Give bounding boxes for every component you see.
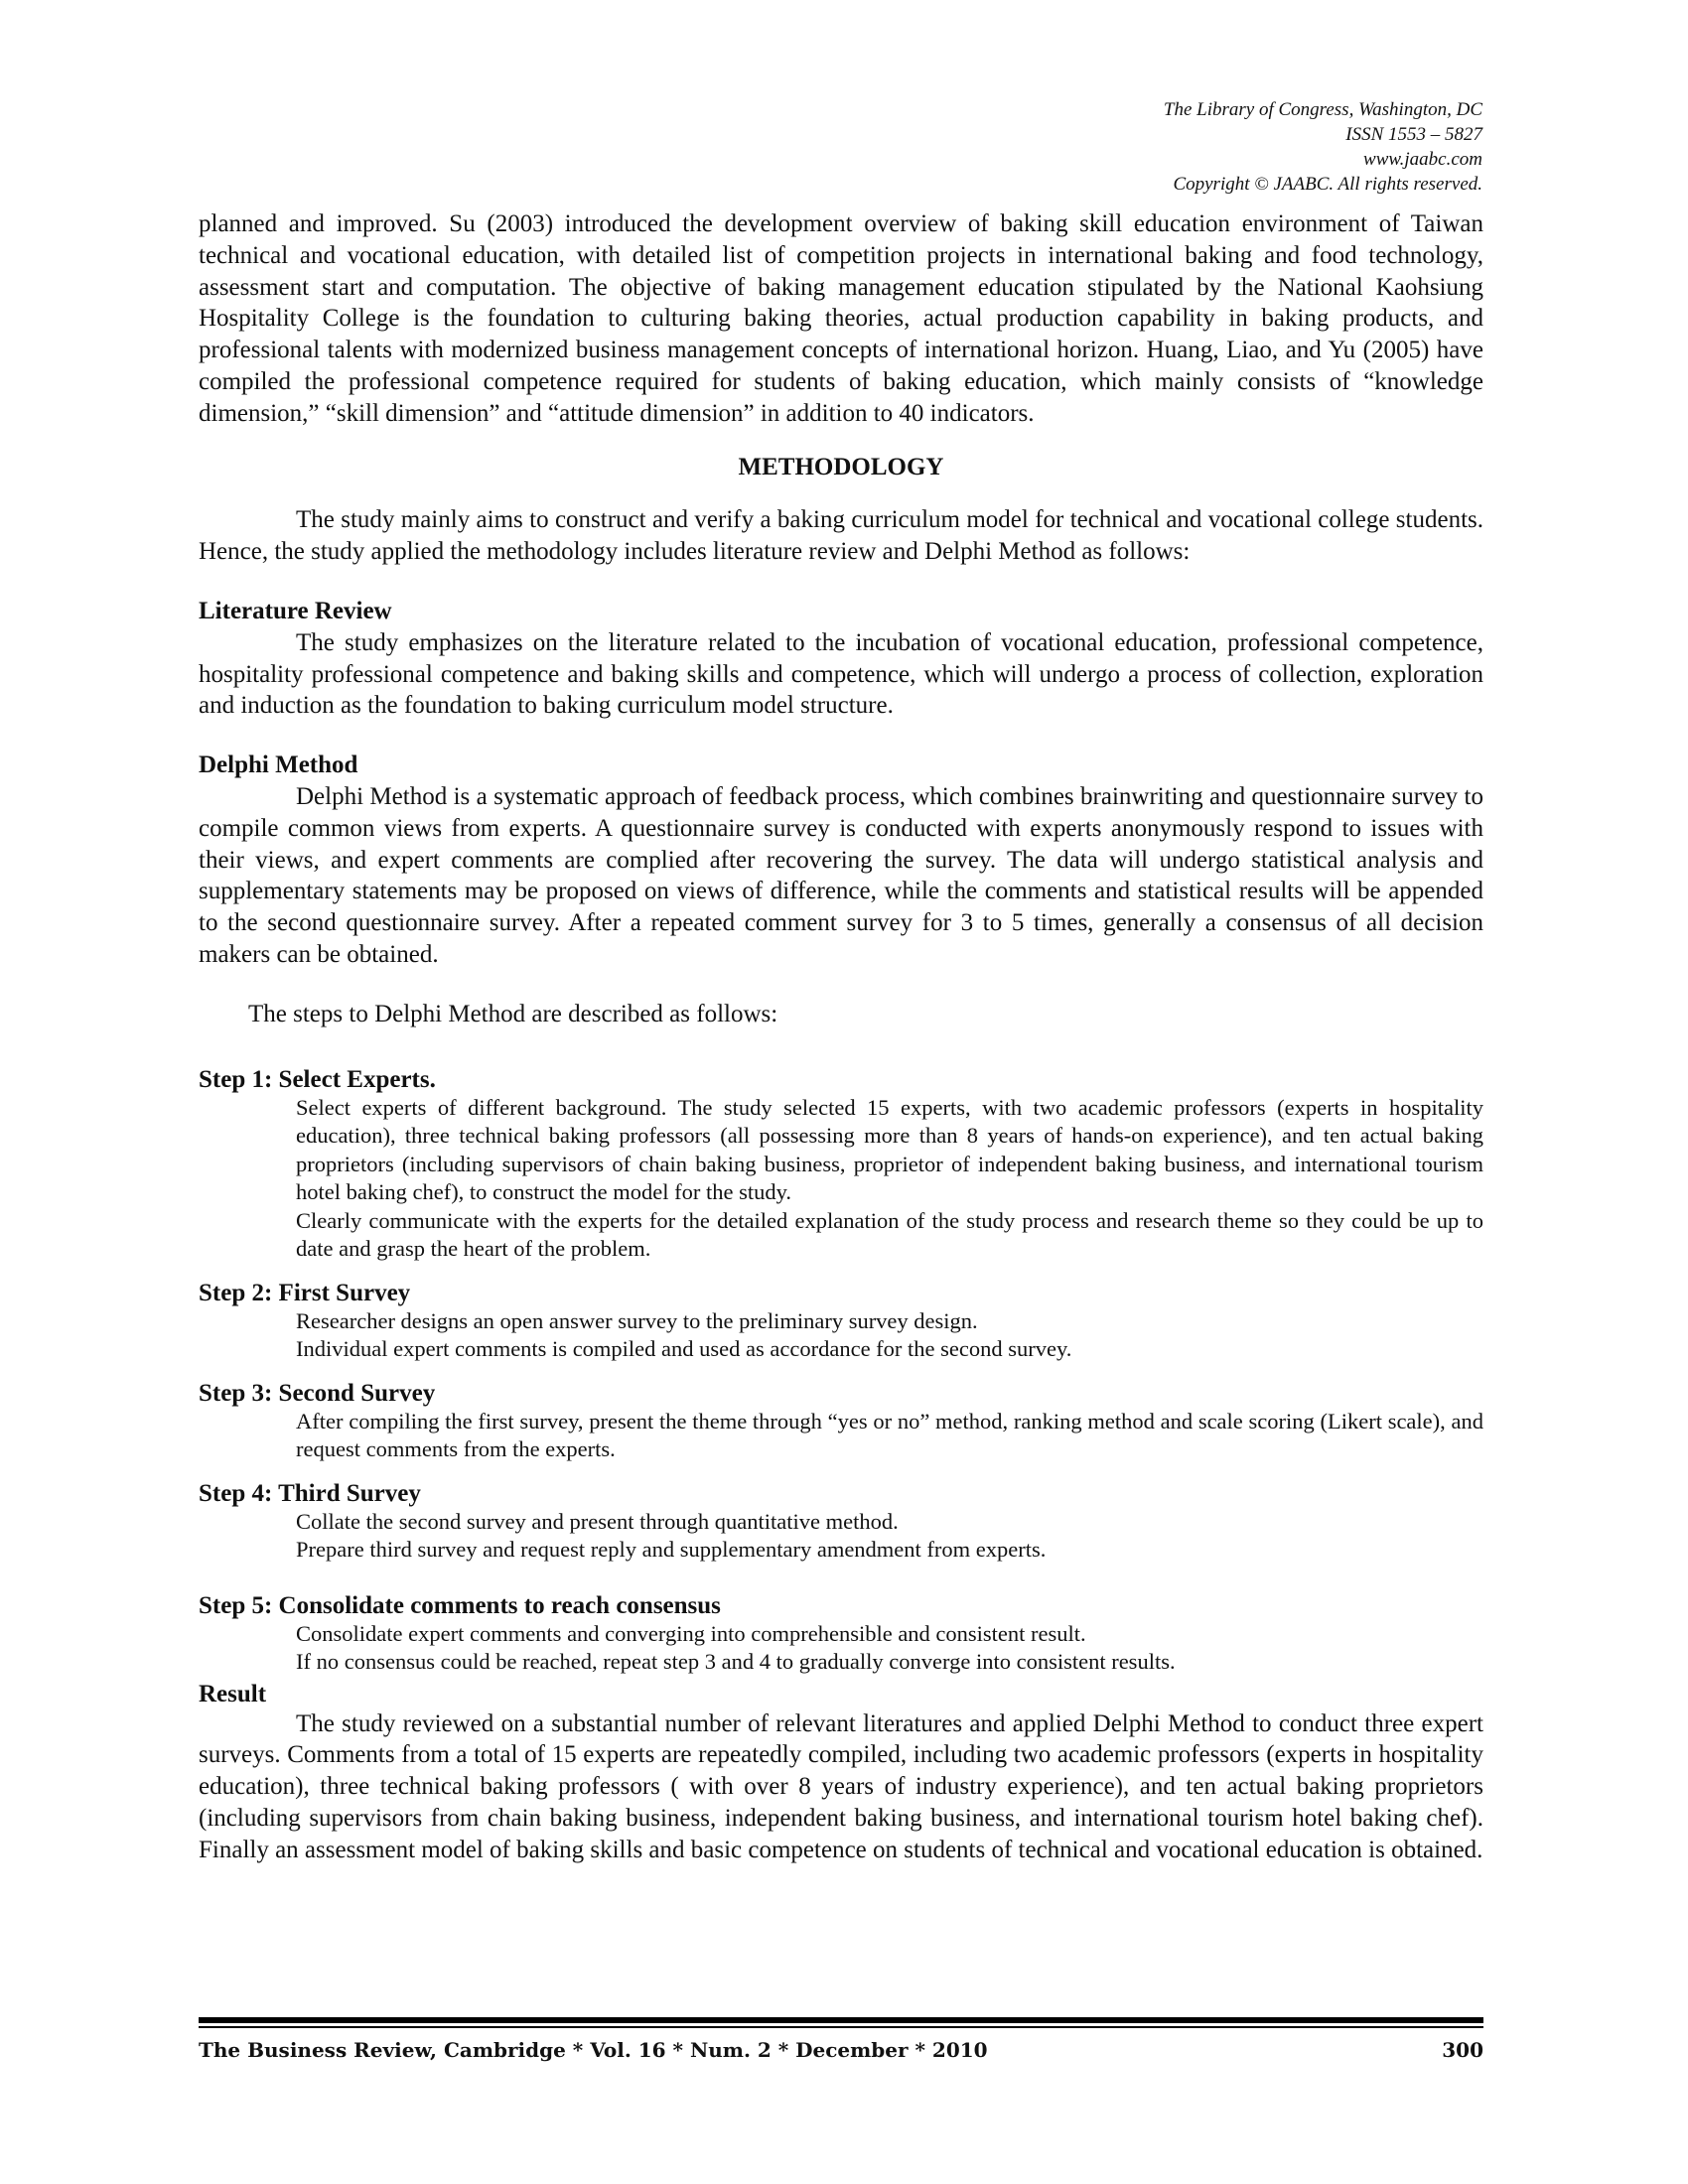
step-4-body xyxy=(296,1508,1483,1565)
literature-review-paragraph: The study emphasizes on the literature related to the incubation of vocational education, professional competence, hospitality professional competence and baking skills and competence, which will undergo a process of collection, exploration and induction as the foundation to baking curriculum model structure. xyxy=(199,628,1483,720)
step-2-body xyxy=(296,1307,1483,1364)
step-1-line-1: Select experts of different background. The study selected 15 experts, with two academic professors (experts in hospitality education), three technical baking professors (all possessing more than 8 years of hands-on experience), and ten actual baking proprietors (including supervisors of chain baking business, proprietor of independent baking business, and international tourism hotel baking chef), to construct the model for the study. xyxy=(296,1094,1483,1205)
header-issn: ISSN 1553 – 5827 xyxy=(1345,124,1482,145)
step-3-title: Step 3: Second Survey xyxy=(199,1379,436,1407)
footer-rule-thick xyxy=(199,2017,1483,2023)
delphi-method-paragraph: Delphi Method is a systematic approach of feedback process, which combines brainwriting and questionnaire survey to compile common views from experts. A questionnaire survey is conducted with experts anonymously respond to issues with their views, and expert comments are complied after recovering the survey. The data will undergo statistical analysis and supplementary statements may be proposed on views of difference, while the comments and statistical results will be appended to the second questionnaire survey. After a repeated comment survey for 3 to 5 times, generally a consensus of all decision makers can be obtained. xyxy=(199,782,1483,968)
step-4-line-2: Prepare third survey and request reply and supplementary amendment from experts. xyxy=(296,1537,1047,1563)
methodology-paragraph: The study mainly aims to construct and verify a baking curriculum model for technical and vocational college students. Hence, the study applied the methodology includes literature review and Delphi Method as follows: xyxy=(199,506,1483,566)
step-2-line-2: Individual expert comments is compiled and used as accordance for the second survey. xyxy=(296,1336,1072,1362)
delphi-method-heading: Delphi Method xyxy=(199,751,358,779)
header-library: The Library of Congress, Washington, DC xyxy=(1163,99,1482,120)
header-website: www.jaabc.com xyxy=(1363,149,1482,170)
result-paragraph: The study reviewed on a substantial number of relevant literatures and applied Delphi Method to conduct three expert surveys. Comments from a total of 15 experts are repeatedly compiled, including two academic professors (experts in hospitality education), three technical baking professors ( with over 8 years of industry experience), and ten actual baking proprietors (including supervisors from chain baking business, independent baking business, and international tourism hotel baking chef). Finally an assessment model of baking skills and basic competence on students of technical and vocational education is obtained. xyxy=(199,1709,1483,1863)
steps-intro: The steps to Delphi Method are described as follows: xyxy=(248,1000,778,1027)
step-2-line-1: Researcher designs an open answer survey to the preliminary survey design. xyxy=(296,1307,978,1333)
step-5-title: Step 5: Consolidate comments to reach consensus xyxy=(199,1591,721,1619)
step-4-line-1: Collate the second survey and present through quantitative method. xyxy=(296,1508,899,1534)
result-heading: Result xyxy=(199,1680,267,1707)
step-5-body xyxy=(296,1620,1483,1677)
step-5-line-1: Consolidate expert comments and converging into comprehensible and consistent result. xyxy=(296,1620,1086,1646)
page-number: 300 xyxy=(1442,2038,1483,2062)
page-content xyxy=(199,208,1483,1866)
footer-journal: The Business Review, Cambridge * Vol. 16 * Num. 2 * December * 2010 xyxy=(199,2038,988,2062)
footer-rule-thin xyxy=(199,2026,1483,2028)
methodology-heading: METHODOLOGY xyxy=(738,453,944,480)
step-4-title: Step 4: Third Survey xyxy=(199,1479,421,1507)
step-1-body xyxy=(296,1094,1483,1264)
literature-review-heading: Literature Review xyxy=(199,597,392,624)
intro-paragraph: planned and improved. Su (2003) introduced the development overview of baking skill education environment of Taiwan technical and vocational education, with detailed list of competition projects in international baking and food technology, assessment start and computation. The objective of baking management education stipulated by the National Kaohsiung Hospitality College is the foundation to culturing baking theories, actual production capability in baking products, and professional talents with modernized business management concepts of international horizon. Huang, Liao, and Yu (2005) have compiled the professional competence required for students of baking education, which mainly consists of “knowledge dimension,” “skill dimension” and “attitude dimension” in addition to 40 indicators. xyxy=(199,210,1483,427)
step-1-line-2: Clearly communicate with the experts for the detailed explanation of the study process and research theme so they could be up to date and grasp the heart of the problem. xyxy=(296,1207,1483,1262)
step-3-line-1: After compiling the first survey, present the theme through “yes or no” method, ranking method and scale scoring (Likert scale), and request comments from the experts. xyxy=(296,1408,1483,1462)
step-1-title: Step 1: Select Experts. xyxy=(199,1065,436,1093)
step-3-body xyxy=(296,1408,1483,1464)
step-5-line-2: If no consensus could be reached, repeat step 3 and 4 to gradually converge into consistent results. xyxy=(296,1649,1176,1675)
header-copyright: Copyright © JAABC. All rights reserved. xyxy=(1173,174,1482,195)
running-header xyxy=(1164,97,1482,197)
step-2-title: Step 2: First Survey xyxy=(199,1279,411,1306)
